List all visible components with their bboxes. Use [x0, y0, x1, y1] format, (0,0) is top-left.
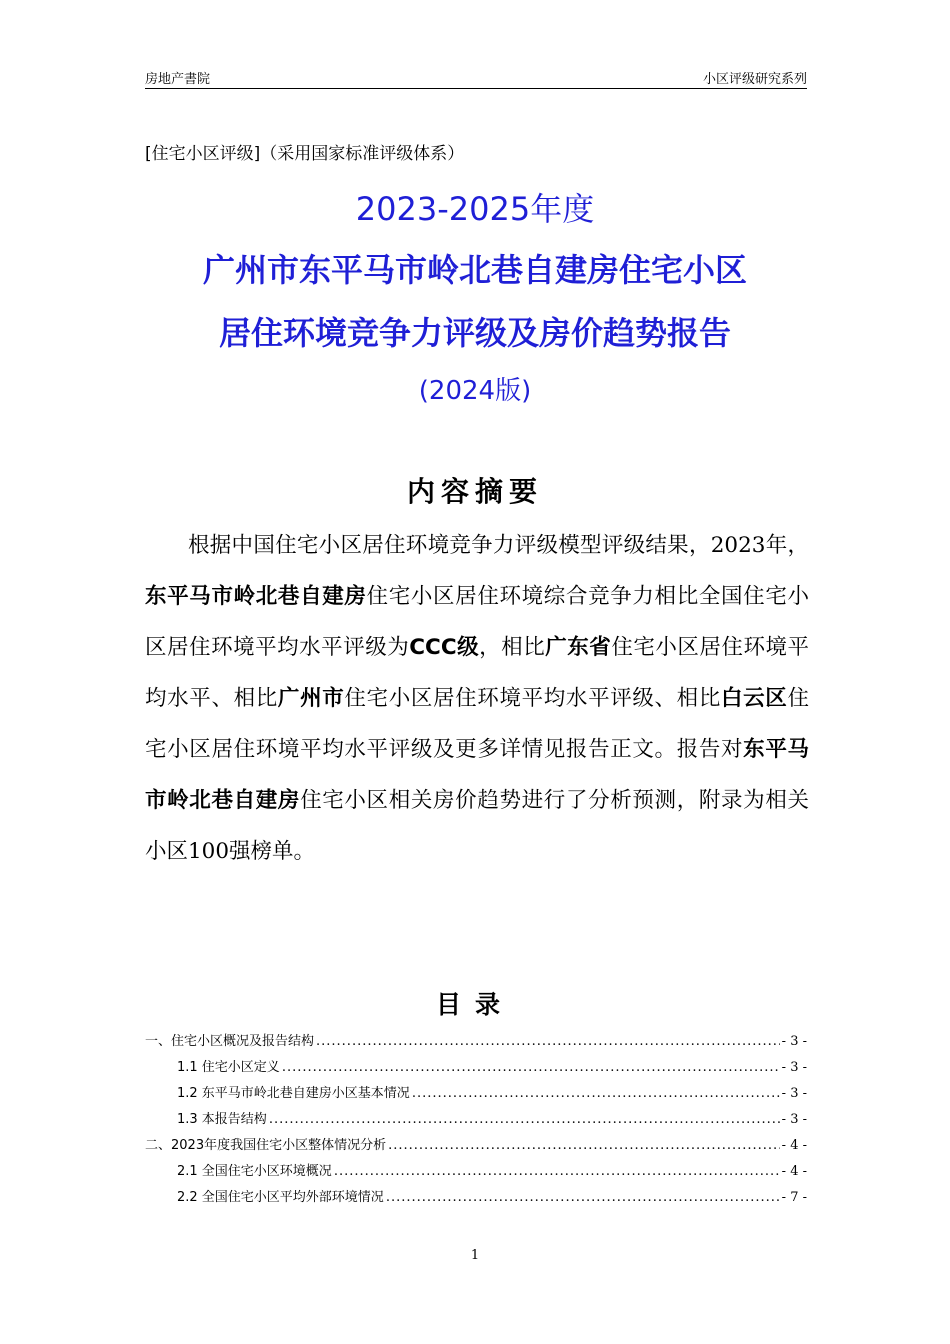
summary-highlight: CCC级 — [409, 635, 480, 660]
summary-highlight: 白云区 — [720, 686, 788, 711]
table-of-contents — [145, 1031, 807, 1213]
summary-highlight: 东平马市岭北巷自建房 — [145, 584, 367, 609]
toc-entry-label: 1.2 东平马市岭北巷自建房小区基本情况 — [177, 1086, 410, 1101]
title-year: 2023-2025年度 — [355, 190, 595, 228]
toc-leader-dots — [316, 1031, 780, 1053]
summary-text: 住宅小区居住环境平均水平、相比 — [145, 635, 809, 711]
summary-highlight: 东平马市岭北巷自建房 — [145, 737, 809, 813]
toc-leader-dots — [334, 1161, 780, 1183]
toc-entry-label: 一、住宅小区概况及报告结构 — [145, 1034, 315, 1049]
summary-paragraph — [145, 520, 809, 877]
summary-heading: 内容摘要 — [406, 475, 543, 508]
toc-entry-2-1[interactable] — [145, 1161, 807, 1187]
summary-text: 住宅小区居住环境平均水平评级及更多详情见报告正文。报告对 — [145, 686, 809, 762]
toc-entry-label: 二、2023年度我国住宅小区整体情况分析 — [145, 1138, 387, 1153]
toc-entry-page: - 4 - — [781, 1138, 807, 1153]
toc-entry-label: 2.1 全国住宅小区环境概况 — [177, 1164, 332, 1179]
summary-text: 住宅小区居住环境综合竞争力相比全国住宅小区居住环境平均水平评级为 — [145, 584, 809, 660]
toc-entry-page: - 3 - — [781, 1034, 807, 1049]
summary-text: 根据中国住宅小区居住环境竞争力评级模型评级结果，2023年， — [188, 533, 809, 558]
toc-leader-dots — [269, 1109, 780, 1131]
toc-leader-dots — [282, 1057, 780, 1079]
toc-heading: 目录 — [435, 990, 514, 1019]
toc-entry-page: - 3 - — [781, 1086, 807, 1101]
toc-entry-label: 1.1 住宅小区定义 — [177, 1060, 280, 1075]
toc-entry-page: - 3 - — [781, 1112, 807, 1127]
summary-text: 住宅小区相关房价趋势进行了分析预测，附录为相关小区100强榜单。 — [145, 788, 809, 864]
header-publisher: 房地产書院 — [145, 72, 211, 87]
page-header — [145, 66, 807, 89]
toc-entry-label: 2.2 全国住宅小区平均外部环境情况 — [177, 1190, 384, 1205]
toc-entry-label: 1.3 本报告结构 — [177, 1112, 267, 1127]
summary-text: 住宅小区居住环境平均水平评级、相比 — [344, 686, 721, 711]
toc-leader-dots — [386, 1187, 780, 1209]
toc-entry-1-3[interactable] — [145, 1109, 807, 1135]
toc-leader-dots — [412, 1083, 780, 1105]
summary-text: ，相比 — [479, 635, 546, 660]
toc-entry-page: - 3 - — [781, 1060, 807, 1075]
toc-entry-chapter-1[interactable] — [145, 1031, 807, 1057]
toc-entry-1-2[interactable] — [145, 1083, 807, 1109]
title-report-name: 居住环境竞争力评级及房价趋势报告 — [218, 314, 731, 352]
toc-entry-page: - 7 - — [781, 1190, 807, 1205]
header-series: 小区评级研究系列 — [702, 72, 807, 87]
toc-entry-1-1[interactable] — [145, 1057, 807, 1083]
page-number: 1 — [470, 1248, 480, 1263]
summary-highlight: 广州市 — [277, 686, 345, 711]
title-edition: (2024版) — [418, 376, 532, 406]
summary-body — [145, 520, 809, 877]
title-subject: 广州市东平马市岭北巷自建房住宅小区 — [202, 251, 747, 289]
toc-entry-2-2[interactable] — [145, 1187, 807, 1213]
toc-entry-page: - 4 - — [781, 1164, 807, 1179]
summary-highlight: 广东省 — [545, 635, 612, 660]
rating-system-line: [住宅小区评级]（采用国家标准评级体系） — [145, 144, 465, 164]
toc-entry-chapter-2[interactable] — [145, 1135, 807, 1161]
toc-leader-dots — [388, 1135, 780, 1157]
